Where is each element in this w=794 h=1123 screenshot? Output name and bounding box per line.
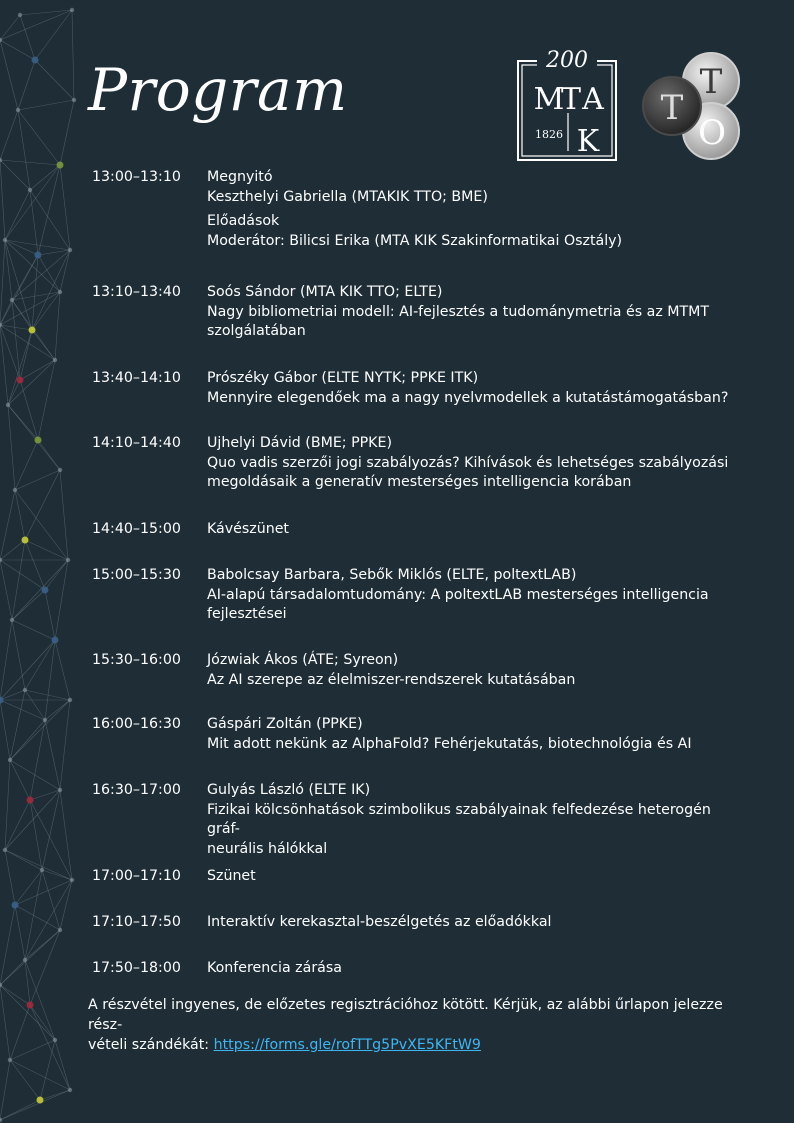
network-node <box>6 403 10 407</box>
network-edge <box>42 870 72 880</box>
schedule-row <box>92 781 742 867</box>
network-edge <box>20 15 35 60</box>
network-edge <box>0 255 38 325</box>
network-edge <box>0 40 35 60</box>
network-node <box>17 377 24 384</box>
network-node <box>0 983 2 987</box>
network-edge <box>15 870 42 905</box>
network-edge <box>8 360 55 405</box>
tto-logo-letter-t2: T <box>660 88 684 128</box>
network-node <box>0 38 2 42</box>
network-node <box>8 758 12 762</box>
network-edge <box>8 380 20 405</box>
network-edge <box>5 850 15 905</box>
network-edge <box>10 1060 40 1100</box>
schedule-row <box>92 566 742 651</box>
schedule <box>92 168 742 989</box>
schedule-description <box>207 781 742 867</box>
network-edge <box>8 405 15 490</box>
network-edge <box>15 905 60 930</box>
network-node <box>43 718 47 722</box>
registration-text-line1: A részvétel ingyenes, de előzetes regisztrációhoz kötött. Kérjük, az alábbi űrlapon jelezze rész- <box>88 997 723 1033</box>
schedule-speaker: Soós Sándor (MTA KIK TTO; ELTE) <box>207 284 443 300</box>
schedule-row <box>92 913 742 959</box>
network-edge <box>0 1060 10 1120</box>
schedule-talk-title: szolgálatában <box>207 323 306 339</box>
network-edge <box>60 790 72 880</box>
network-edge <box>0 160 60 165</box>
network-edge <box>5 190 30 240</box>
network-edge <box>25 640 55 690</box>
network-edge <box>38 250 70 255</box>
network-edge <box>0 620 12 700</box>
network-node <box>0 1118 2 1122</box>
network-node <box>23 958 27 962</box>
network-edge <box>30 190 38 255</box>
network-edge <box>45 720 60 790</box>
schedule-time: 16:30–17:00 <box>92 782 181 798</box>
schedule-description <box>207 566 742 651</box>
network-edge <box>60 700 70 790</box>
network-edge <box>40 1040 55 1100</box>
network-edge <box>18 110 30 190</box>
network-node <box>0 323 2 327</box>
schedule-speaker: Gáspári Zoltán (PPKE) <box>207 716 363 732</box>
network-edge <box>5 240 32 330</box>
network-edge <box>25 880 72 960</box>
network-node <box>29 327 36 334</box>
network-edge <box>12 620 55 640</box>
network-node <box>32 57 39 64</box>
network-node <box>58 788 62 792</box>
network-edge <box>0 300 12 325</box>
schedule-title: Megnyitó <box>207 169 273 185</box>
schedule-row <box>92 369 742 434</box>
schedule-speaker: Prószéky Gábor (ELTE NYTK; PPKE ITK) <box>207 370 479 386</box>
network-edge <box>32 255 38 330</box>
network-edge <box>12 300 20 380</box>
network-node <box>10 618 14 622</box>
network-edge <box>12 620 25 690</box>
schedule-detail: Keszthelyi Gabriella (MTAKIK TTO; BME) <box>207 188 488 205</box>
network-edge <box>10 700 70 760</box>
network-edge <box>38 165 60 255</box>
network-edge <box>5 165 60 240</box>
network-node <box>70 8 74 12</box>
schedule-row <box>92 520 742 566</box>
network-edge <box>30 1005 55 1040</box>
schedule-row <box>92 283 742 369</box>
network-edge <box>30 190 70 250</box>
schedule-row <box>92 434 742 520</box>
network-edge <box>12 250 70 300</box>
network-edge <box>12 590 45 620</box>
network-node <box>18 13 22 17</box>
network-edge <box>8 330 32 405</box>
schedule-title: Konferencia zárása <box>207 960 342 976</box>
network-node <box>40 868 44 872</box>
network-node <box>0 158 2 162</box>
network-edge <box>10 1040 55 1060</box>
network-edge <box>30 930 60 1005</box>
network-node <box>23 688 27 692</box>
network-edge <box>42 870 60 930</box>
network-edge <box>0 700 10 760</box>
schedule-talk-title: Fizikai kölcsönhatások szimbolikus szabályainak felfedezése heterogén gráf- <box>207 801 711 837</box>
schedule-time: 14:40–15:00 <box>92 521 181 537</box>
network-edge <box>10 760 60 790</box>
network-edge <box>40 1090 70 1100</box>
mta-logo-letter-t: T <box>560 82 582 117</box>
network-node <box>52 637 59 644</box>
schedule-time: 17:50–18:00 <box>92 960 181 976</box>
network-edge <box>30 790 60 800</box>
network-edge <box>25 870 42 960</box>
schedule-row <box>92 168 742 212</box>
schedule-description <box>207 959 742 989</box>
schedule-time <box>92 212 207 283</box>
network-node <box>13 488 17 492</box>
network-edge <box>0 560 12 620</box>
network-edge <box>10 760 30 800</box>
network-edge <box>55 1040 70 1090</box>
network-edge <box>12 560 68 620</box>
network-node <box>35 252 42 259</box>
network-edge <box>5 850 72 880</box>
network-edge <box>10 720 45 760</box>
network-node <box>66 558 70 562</box>
network-edge <box>25 960 55 1040</box>
network-node <box>0 697 4 704</box>
network-edge <box>8 405 38 440</box>
schedule-description <box>207 168 742 212</box>
network-edge <box>12 292 60 300</box>
network-edge <box>20 10 72 15</box>
network-edge <box>0 1090 70 1120</box>
schedule-speaker: Gulyás László (ELTE IK) <box>207 782 371 798</box>
schedule-row <box>92 212 742 283</box>
network-edge <box>35 60 74 100</box>
network-edge <box>0 160 30 190</box>
network-edge <box>5 240 38 255</box>
network-node <box>27 797 34 804</box>
schedule-description <box>207 283 742 369</box>
registration-text-line2: vételi szándékát: <box>88 1037 214 1053</box>
network-edge <box>15 440 38 490</box>
schedule-row <box>92 715 742 781</box>
schedule-talk-title: Az AI szerepe az élelmiszer-rendszerek kutatásában <box>207 671 576 688</box>
schedule-description <box>207 520 742 566</box>
network-edge <box>0 905 15 985</box>
schedule-description <box>207 369 742 434</box>
network-edge <box>15 470 60 490</box>
network-edge <box>0 985 55 1040</box>
network-edge <box>30 1005 70 1090</box>
network-node <box>22 537 29 544</box>
schedule-row <box>92 867 742 913</box>
network-edge <box>0 325 55 360</box>
network-edge <box>0 640 55 700</box>
network-edge <box>0 325 8 405</box>
network-edge <box>25 540 68 560</box>
schedule-time: 15:00–15:30 <box>92 567 181 583</box>
network-edge <box>15 880 72 905</box>
schedule-talk-title: megoldásaik a generatív mesterséges intelligencia korában <box>207 474 632 490</box>
registration-note <box>88 995 740 1055</box>
network-edge <box>5 790 60 850</box>
schedule-description <box>207 867 742 913</box>
network-edge <box>30 165 60 190</box>
network-edge <box>0 292 60 325</box>
network-edge <box>0 690 25 700</box>
registration-form-link[interactable]: https://forms.gle/rofTTg5PvXE5KFtW9 <box>213 1037 481 1053</box>
network-edge <box>45 590 55 640</box>
mta-logo-200: 200 <box>546 48 588 73</box>
network-node <box>72 98 76 102</box>
mta-logo-letter-m: M <box>533 82 565 117</box>
network-edge <box>32 250 70 330</box>
network-node <box>58 290 62 294</box>
network-edge <box>0 560 45 590</box>
network-edge <box>72 10 74 100</box>
schedule-speaker: Babolcsay Barbara, Sebők Miklós (ELTE, poltextLAB) <box>207 567 577 583</box>
network-edge <box>25 470 60 540</box>
network-edge <box>0 540 25 560</box>
network-edge <box>18 110 60 165</box>
network-edge <box>12 300 32 330</box>
network-edge <box>10 690 25 760</box>
mta-logo-letter-k: K <box>576 124 600 159</box>
network-edge <box>55 292 60 360</box>
network-edge <box>25 690 70 700</box>
network-node <box>0 558 2 562</box>
network-edge <box>30 720 45 800</box>
network-node <box>57 162 64 169</box>
schedule-time: 16:00–16:30 <box>92 716 181 732</box>
network-edge <box>15 905 25 960</box>
network-edge <box>38 440 60 470</box>
network-edge <box>8 405 60 470</box>
network-edge <box>5 240 60 292</box>
network-edge <box>0 240 5 325</box>
network-edge <box>32 330 55 360</box>
mta-logo <box>517 47 617 161</box>
network-edge <box>45 700 70 720</box>
schedule-title: Előadások <box>207 213 280 229</box>
schedule-talk-title: fejlesztései <box>207 606 287 622</box>
network-edge <box>45 560 68 590</box>
network-edge <box>5 800 30 850</box>
network-edge <box>25 930 60 960</box>
network-edge <box>5 240 70 250</box>
schedule-time: 13:10–13:40 <box>92 284 181 300</box>
schedule-description <box>207 651 742 715</box>
network-edge <box>20 360 55 380</box>
schedule-description <box>207 913 742 959</box>
schedule-time: 17:10–17:50 <box>92 914 181 930</box>
network-edge <box>0 10 72 40</box>
schedule-time: 13:40–14:10 <box>92 370 181 386</box>
schedule-time: 17:00–17:10 <box>92 868 181 884</box>
network-node <box>70 878 74 882</box>
schedule-time: 13:00–13:10 <box>92 169 181 185</box>
schedule-talk-title: Mit adott nekünk az AlphaFold? Fehérjekutatás, biotechnológia és AI <box>207 735 692 752</box>
network-edge <box>60 250 70 292</box>
schedule-talk-title: Mennyire elegendőek ma a nagy nyelvmodellek a kutatástámogatásban? <box>207 389 729 406</box>
network-edge <box>20 380 38 440</box>
registration-text-line2-wrapper <box>88 1035 740 1055</box>
network-edge <box>0 110 18 160</box>
network-edge <box>5 240 12 300</box>
network-edge <box>15 490 25 540</box>
network-node <box>27 1002 34 1009</box>
schedule-talk-title: neurális hálókkal <box>207 840 328 857</box>
schedule-speaker: Józwiak Ákos (ÁTE; Syreon) <box>207 652 399 668</box>
network-node <box>28 188 32 192</box>
network-node <box>16 108 20 112</box>
schedule-description <box>207 212 742 283</box>
network-edge <box>60 470 68 560</box>
network-node <box>53 358 57 362</box>
schedule-talk-title: Quo vadis szerzői jogi szabályozás? Kihívások és lehetséges szabályozási <box>207 454 729 471</box>
network-edge <box>0 40 18 110</box>
tto-logo-letter-t1: T <box>699 62 723 102</box>
network-node <box>10 298 14 302</box>
schedule-description <box>207 434 742 520</box>
network-edge <box>0 160 5 240</box>
network-edge <box>20 330 32 380</box>
mta-logo-letter-a: A <box>582 82 604 117</box>
schedule-title: Szünet <box>207 868 256 884</box>
network-node <box>12 902 19 909</box>
network-edge <box>18 60 35 110</box>
network-edge <box>60 165 70 250</box>
network-edge <box>45 640 55 720</box>
schedule-description <box>207 715 742 781</box>
page-title: Program <box>88 56 348 124</box>
network-edge <box>0 15 20 40</box>
network-edge <box>0 930 60 985</box>
network-edge <box>55 560 68 640</box>
network-edge <box>32 292 60 330</box>
network-edge <box>0 700 45 720</box>
mta-logo-year: 1826 <box>535 128 563 141</box>
network-edge <box>35 10 72 60</box>
network-edge <box>15 490 68 560</box>
network-edge <box>0 490 15 560</box>
network-edge <box>0 1100 40 1120</box>
network-edge <box>55 640 70 700</box>
network-edge <box>10 1060 70 1090</box>
network-node <box>37 1097 44 1104</box>
schedule-time: 15:30–16:00 <box>92 652 181 668</box>
schedule-talk-title: Nagy bibliometriai modell: AI-fejlesztés a tudománymetria és az MTMT <box>207 303 710 320</box>
network-node <box>68 1088 72 1092</box>
network-node <box>35 437 42 444</box>
network-edge <box>25 540 45 590</box>
network-edge <box>18 100 74 110</box>
network-edge <box>60 880 72 930</box>
network-node <box>68 698 72 702</box>
network-edge <box>60 100 74 165</box>
network-edge <box>30 800 72 880</box>
tto-logo-letter-o: O <box>698 113 726 153</box>
network-node <box>3 848 7 852</box>
network-edge <box>25 690 45 720</box>
network-node <box>58 928 62 932</box>
network-node <box>53 1038 57 1042</box>
network-edge <box>0 985 10 1060</box>
network-edge <box>12 540 25 620</box>
network-edge <box>38 255 60 292</box>
network-node <box>8 1058 12 1062</box>
network-node <box>3 238 7 242</box>
network-edge <box>0 985 30 1005</box>
network-edge <box>38 360 55 440</box>
network-edge <box>12 255 38 300</box>
network-edge <box>12 300 55 360</box>
network-edge <box>0 325 32 330</box>
schedule-row <box>92 651 742 715</box>
schedule-detail: Moderátor: Bilicsi Erika (MTA KIK Szakinformatikai Osztály) <box>207 232 623 249</box>
schedule-title: Interaktív kerekasztal-beszélgetés az előadókkal <box>207 914 552 930</box>
schedule-time: 14:10–14:40 <box>92 435 181 451</box>
tto-logo <box>640 52 744 160</box>
network-edge <box>0 960 25 985</box>
network-node <box>58 468 62 472</box>
network-edge <box>42 790 60 870</box>
network-node <box>68 248 72 252</box>
network-node <box>42 587 49 594</box>
network-edge <box>30 800 42 870</box>
network-edge <box>10 1005 30 1060</box>
schedule-row <box>92 959 742 989</box>
network-edge <box>5 760 10 850</box>
schedule-talk-title: AI-alapú társadalomtudomány: A poltextLAB mesterséges intelligencia <box>207 586 709 603</box>
network-edge <box>0 325 20 380</box>
schedule-speaker: Ujhelyi Dávid (BME; PPKE) <box>207 435 392 451</box>
schedule-title: Kávészünet <box>207 521 289 537</box>
network-edge <box>5 850 42 870</box>
network-edge <box>25 960 30 1005</box>
